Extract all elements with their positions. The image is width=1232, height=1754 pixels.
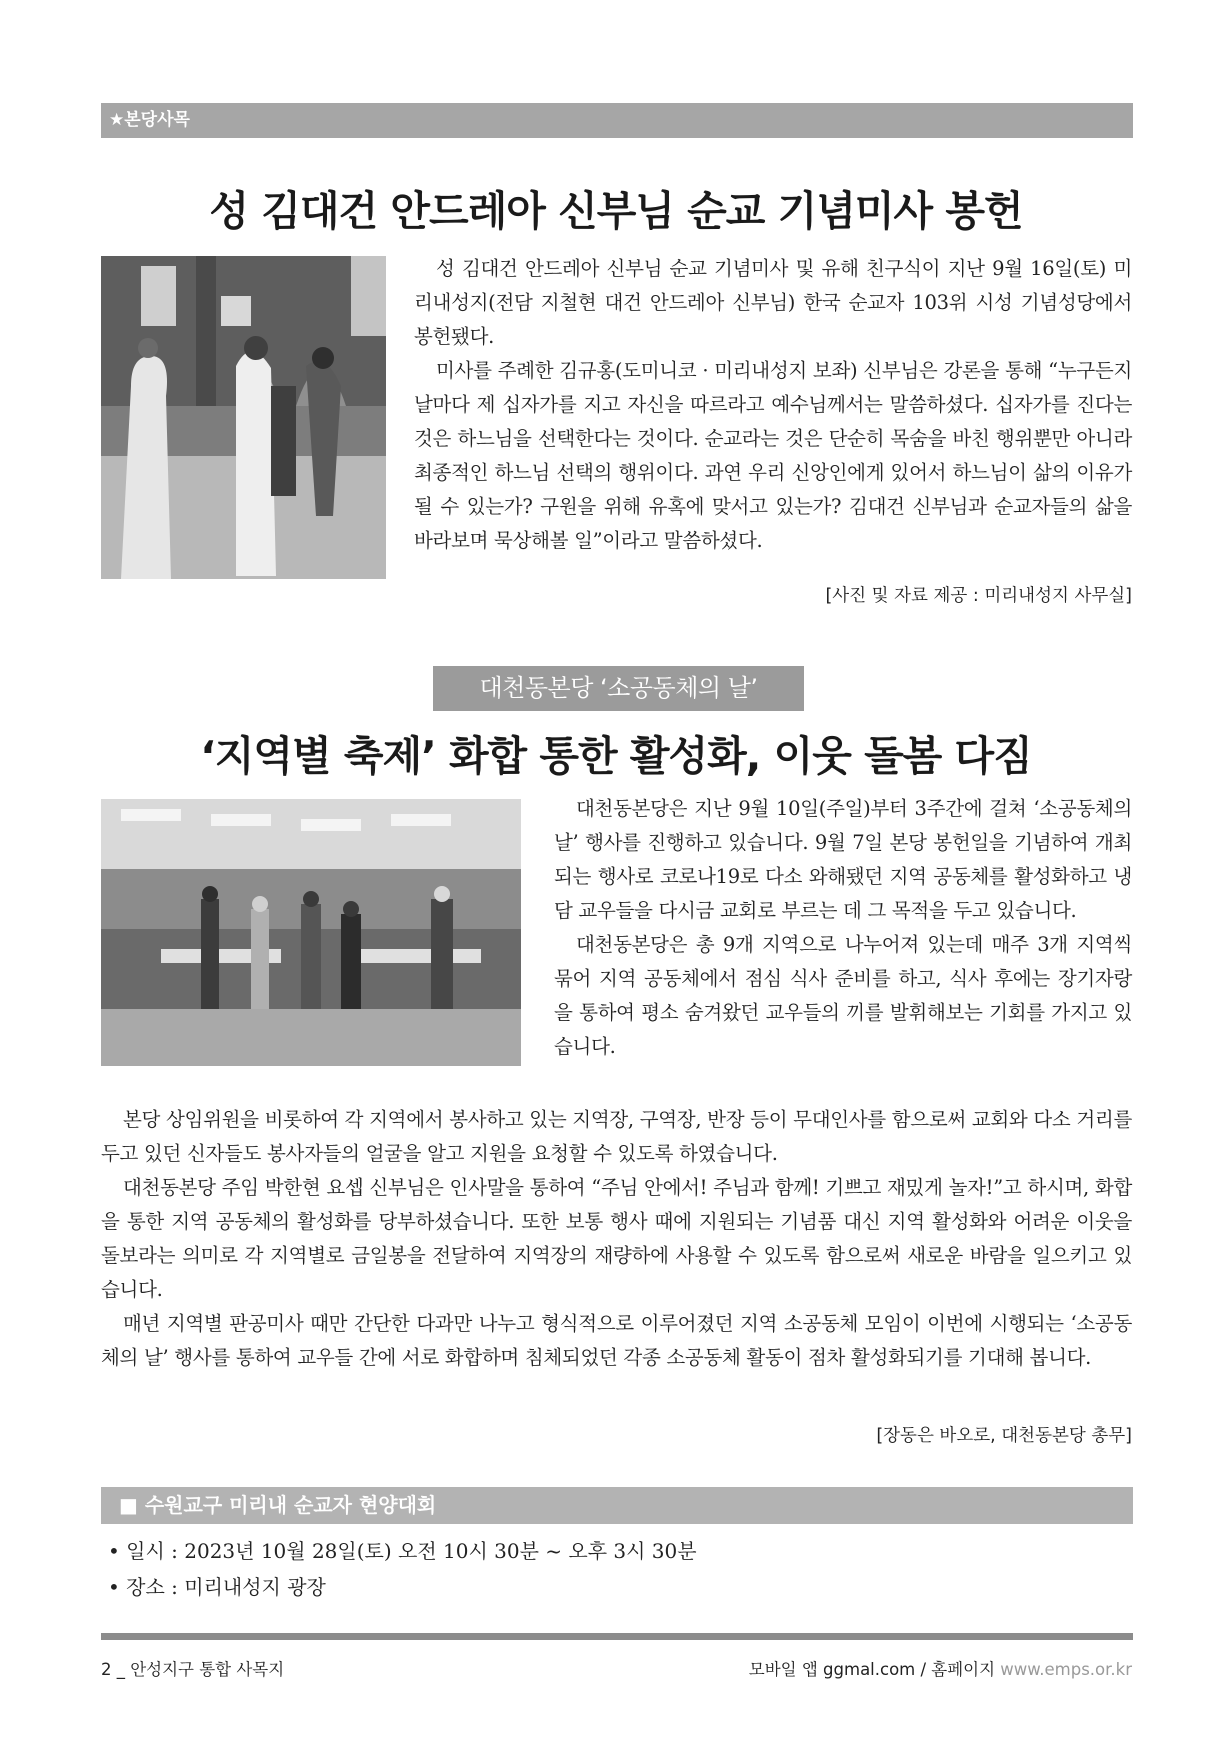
footer-page-label: 2 _ 안성지구 통합 사목지 [101,1660,285,1679]
article1-body [414,252,1132,558]
article2-body-top [554,792,1132,1064]
footer-homepage-link[interactable]: www.emps.or.kr [1000,1660,1132,1679]
notice-item-place: • 장소 : 미리내성지 광장 [108,1575,326,1599]
article2-title: ‘지역별 축제’ 화합 통한 활성화, 이웃 돌봄 다짐 [200,732,1032,780]
article1-credit: [사진 및 자료 제공 : 미리내성지 사무실] [825,586,1132,606]
community-day-photo [101,799,521,1066]
mass-photo [101,256,386,579]
article2-body-bottom [101,1103,1132,1375]
article2-paragraph: 매년 지역별 판공미사 때만 간단한 다과만 나누고 형식적으로 이루어졌던 지역 소공동체 모임이 이번에 시행되는 ‘소공동체의 날’ 행사를 통하여 교우들 간에 서로 화합하며 침체되었던 각종 소공동체 활동이 점차 활성화되기를 기대해 봅니다. [101,1312,1132,1369]
footer-app-homepage-label: 모바일 앱 ggmal.com / 홈페이지 [748,1660,1001,1679]
footer-links [749,1656,1132,1680]
notice-item-date: • 일시 : 2023년 10월 28일(토) 오전 10시 30분 ~ 오후 3시 30분 [108,1539,697,1563]
community-day-photo-image [101,799,521,1066]
article2-paragraph: 대천동본당은 지난 9월 10일(주일)부터 3주간에 걸쳐 ‘소공동체의 날’ 행사를 진행하고 있습니다. 9월 7일 본당 봉헌일을 기념하여 개최되는 행사로 코로나19로 다소 와해됐던 지역 공동체를 활성화하고 냉담 교우들을 다시금 교회로 부르는 데 그 목적을 두고 있습니다. [554,797,1132,922]
footer-divider [101,1633,1133,1640]
notice-list [108,1533,697,1605]
article1-title: 성 김대건 안드레아 신부님 순교 기념미사 봉헌 [209,187,1023,235]
article2-paragraph: 대천동본당 주임 박한현 요셉 신부님은 인사말을 통하여 “주님 안에서! 주님과 함께! 기쁘고 재밌게 놀자!”고 하시며, 화합을 통한 지역 공동체의 활성화를 당부하셨습니다. 또한 보통 행사 때에 지원되는 기념품 대신 지역 활성화와 어려운 이웃을 돌보라는 의미로 각 지역별로 금일봉을 전달하여 지역장의 재량하에 사용할 수 있도록 함으로써 새로운 바람을 일으키고 있습니다. [101,1176,1132,1301]
article1-paragraph: 성 김대건 안드레아 신부님 순교 기념미사 및 유해 친구식이 지난 9월 16일(토) 미리내성지(전담 지철현 대건 안드레아 신부님) 한국 순교자 103위 시성 기념성당에서 봉헌됐다. [414,257,1132,348]
section-label: ★본당사목 [101,103,1133,138]
article2-paragraph: 대천동본당은 총 9개 지역으로 나누어져 있는데 매주 3개 지역씩 묶어 지역 공동체에서 점심 식사 준비를 하고, 식사 후에는 장기자랑을 통하여 평소 숨겨왔던 교우들의 끼를 발휘해보는 기회를 가지고 있습니다. [554,933,1132,1058]
mass-photo-image [101,256,386,579]
notice-title: ■ 수원교구 미리내 순교자 현양대회 [101,1487,1133,1524]
article1-paragraph: 미사를 주례한 김규홍(도미니코 · 미리내성지 보좌) 신부님은 강론을 통해 “누구든지 날마다 제 십자가를 지고 자신을 따르라고 예수님께서는 말씀하셨다. 십자가를 진다는 것은 하느님을 선택한다는 것이다. 순교라는 것은 단순히 목숨을 바친 행위뿐만 아니라 최종적인 하느님 선택의 행위이다. 과연 우리 신앙인에게 있어서 하느님이 삶의 이유가 될 수 있는가? 구원을 위해 유혹에 맞서고 있는가? 김대건 신부님과 순교자들의 삶을 바라보며 묵상해볼 일”이라고 말씀하셨다. [414,359,1132,552]
article2-banner: 대천동본당 ‘소공동체의 날’ [433,666,804,711]
article2-credit: [장동은 바오로, 대천동본당 총무] [876,1426,1132,1446]
article2-paragraph: 본당 상임위원을 비롯하여 각 지역에서 봉사하고 있는 지역장, 구역장, 반장 등이 무대인사를 함으로써 교회와 다소 거리를 두고 있던 신자들도 봉사자들의 얼굴을 알고 지원을 요청할 수 있도록 하였습니다. [101,1108,1132,1165]
